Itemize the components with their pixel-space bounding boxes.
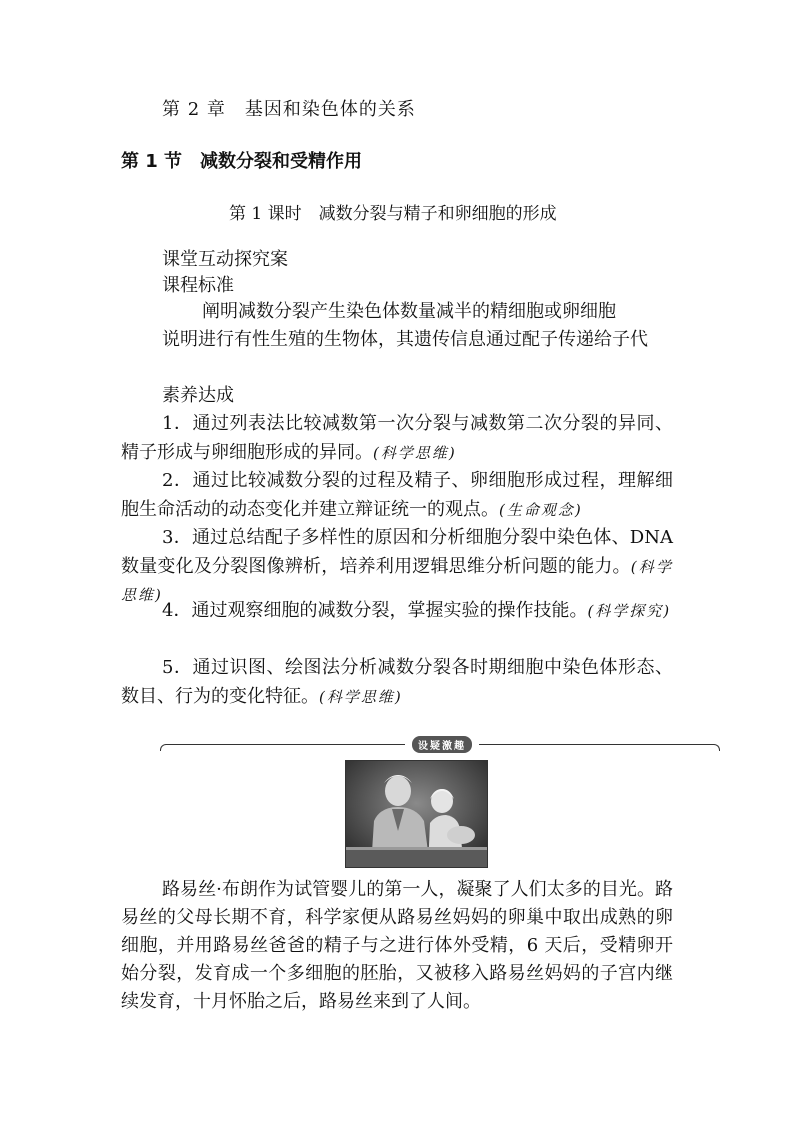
section-title: 第 1 节 减数分裂和受精作用 — [121, 151, 363, 172]
divider-badge — [405, 736, 479, 752]
standard-1: 阐明减数分裂产生染色体数量减半的精细胞或卵细胞 — [202, 301, 616, 322]
story-paragraph: 路易丝·布朗作为试管婴儿的第一人，凝聚了人们太多的目光。路易丝的父母长期不育，科学家便从路易丝妈妈的卵巢中取出成熟的卵细胞，并用路易丝爸爸的精子与之进行体外受精，6 天后，受精卵开始分裂，发育成一个多细胞的胚胎，又被移入路易丝妈妈的子宫内继续发育，十月怀胎之后，路易丝来到了人间。 — [121, 879, 673, 1012]
goal-4: 4．通过观察细胞的减数分裂，掌握实验的操作技能。(科学探究) — [162, 600, 672, 621]
goal-5: 5．通过识图、绘图法分析减数分裂各时期细胞中染色体形态、数目、行为的变化特征。(科学思维) — [121, 657, 673, 707]
divider-label: 设疑激趣 — [412, 736, 472, 753]
goal-1: 1．通过列表法比较减数第一次分裂与减数第二次分裂的异同、精子形成与卵细胞形成的异同。(科学思维) — [121, 413, 673, 463]
goal-2-tag: (生命观念) — [499, 500, 583, 519]
heading-case: 课堂互动探究案 — [162, 249, 288, 270]
goal-1-tag: (科学思维) — [373, 443, 457, 462]
standard-2: 说明进行有性生殖的生物体，其遗传信息通过配子传递给子代 — [162, 329, 648, 350]
goal-4-tag: (科学探究) — [587, 602, 672, 620]
story-photo — [345, 760, 488, 868]
chapter-title: 第 2 章 基因和染色体的关系 — [162, 99, 416, 120]
photo-illustration — [346, 761, 487, 867]
heading-literacy: 素养达成 — [162, 385, 234, 406]
heading-standard: 课程标准 — [162, 275, 234, 296]
goal-5-tag: (科学思维) — [319, 687, 403, 706]
goal-3-tag: (科学思维) — [121, 557, 673, 604]
lesson-title: 第 1 课时 减数分裂与精子和卵细胞的形成 — [229, 204, 557, 224]
goal-2: 2．通过比较减数分裂的过程及精子、卵细胞形成过程，理解细胞生命活动的动态变化并建立辩证统一的观点。(生命观念) — [121, 470, 673, 520]
section-divider — [160, 740, 720, 754]
goal-3: 3．通过总结配子多样性的原因和分析细胞分裂中染色体、DNA 数量变化及分裂图像辨析，培养利用逻辑思维分析问题的能力。(科学思维) — [121, 527, 673, 604]
